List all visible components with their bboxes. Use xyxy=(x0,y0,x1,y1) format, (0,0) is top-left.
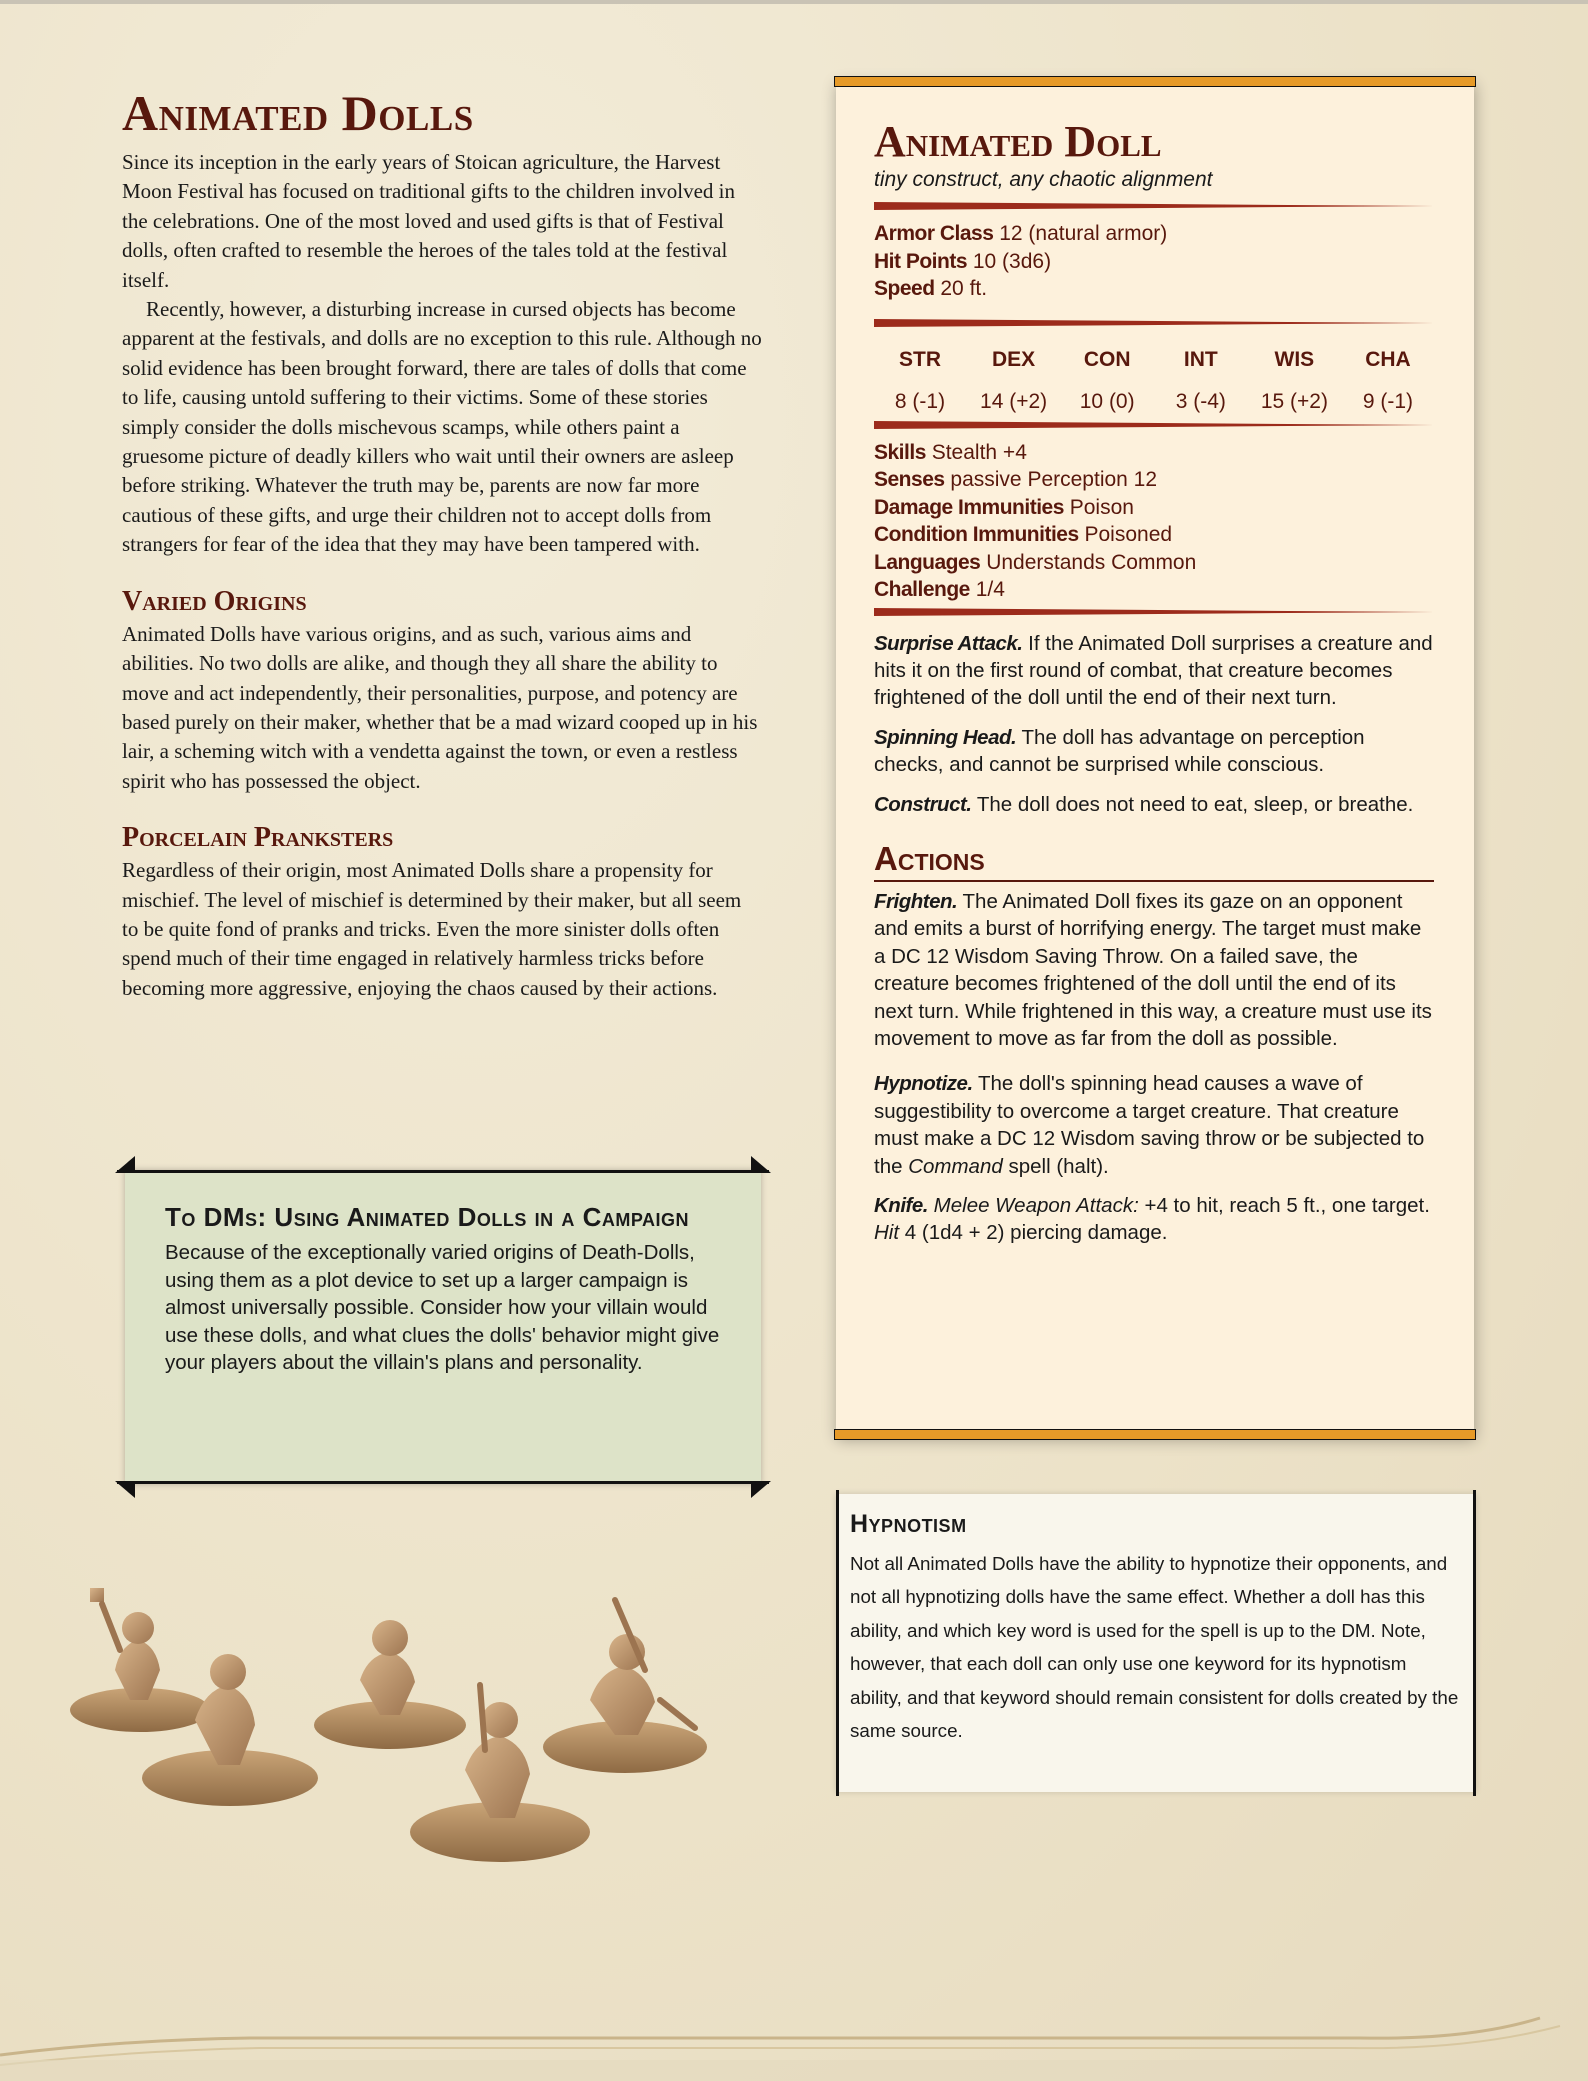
spell-name: Command xyxy=(908,1154,1003,1178)
ability-value: 8 (-1) xyxy=(894,389,946,413)
action-text: +4 to hit, reach 5 ft., one target. xyxy=(1144,1194,1430,1217)
action-name: Hypnotize. xyxy=(874,1072,973,1096)
note-corner-icon xyxy=(749,1480,771,1498)
cond-imm-label: Condition Immunities xyxy=(874,523,1079,546)
note-corner-icon xyxy=(115,1156,137,1174)
trait-text: The doll does not need to eat, sleep, or breathe. xyxy=(976,792,1414,816)
speed-label: Speed xyxy=(874,277,935,300)
ability-scores xyxy=(874,345,1434,417)
ability-name: CON xyxy=(1083,347,1131,371)
trait-text: If the Animated Doll surprises a creature and hits it on the first round of combat, that creature becomes frightened of the doll until the end of their next turn. xyxy=(874,631,1433,710)
action-name: Knife. xyxy=(874,1194,928,1217)
taper-rule xyxy=(874,202,1434,210)
action-knife xyxy=(874,1192,1434,1247)
ability-dex xyxy=(968,345,1060,417)
actions-heading: Actions xyxy=(874,840,1434,882)
page-title: Animated Dolls xyxy=(122,85,474,141)
ability-value: 9 (-1) xyxy=(1362,389,1414,413)
stat-block-top-bar xyxy=(834,76,1476,87)
left-column xyxy=(122,85,762,1003)
note-body: Because of the exceptionally varied origins of Death-Dolls, using them as a plot device to set up a larger campaign is almost universally possible. Consider how your villain would use these dolls, and what clues the dolls' behavior might give your players about the villain's plans and personality. xyxy=(165,1241,720,1375)
note-title: To DMs: Using Animated Dolls in a Campaign xyxy=(165,1202,690,1232)
intro-paragraph-2: Recently, however, a disturbing increase in cursed objects has become apparent at the festivals, and dolls are no exception to this rule. Although no solid evidence has been brought forward, there are tales of dolls that come to life, causing untold suffering to their victims. Some of these stories simply consider the dolls mischevous scamps, while others paint a gruesome picture of deadly killers who wait until their owners are asleep before striking. Whatever the truth may be, parents are now far more cautious of these gifts, and urge their children not to accept dolls from strangers for fear of the idea that they may have been tampered with. xyxy=(122,297,762,557)
languages xyxy=(874,549,1434,577)
stat-block-bottom-bar xyxy=(834,1429,1476,1440)
ability-name: CHA xyxy=(1365,347,1411,371)
ability-wis xyxy=(1248,345,1340,417)
dm-note-box xyxy=(125,1170,761,1484)
note-corner-icon xyxy=(749,1156,771,1174)
varied-origins-heading: Varied Origins xyxy=(122,585,307,617)
ac-label: Armor Class xyxy=(874,222,994,245)
trait-text: The doll has advantage on perception checks, and cannot be surprised while conscious. xyxy=(874,725,1365,777)
action-text: The Animated Doll fixes its gaze on an opponent and emits a burst of horrifying energy. The target must make a DC 12 Wisdom Saving Throw. On a failed save, the creature becomes frightened of the doll until the end of its next turn. While frightened in this way, a creature must use its movement to move as far from the doll as possible. xyxy=(874,889,1432,1050)
monster-name: Animated Doll xyxy=(874,117,1162,166)
lang-value: Understands Common xyxy=(986,550,1197,574)
speed-value: 20 ft. xyxy=(940,277,988,300)
ability-name: INT xyxy=(1183,347,1218,371)
ability-con xyxy=(1061,345,1153,417)
action-hypnotize xyxy=(874,1070,1434,1180)
varied-origins-paragraph: Animated Dolls have various origins, and as such, various aims and abilities. No two dolls are alike, and though they all share the ability to move and act independently, their personalities, purpose, and potency are based purely on their maker, whether that be a mad wizard cooped up in his lair, a scheming witch with a vendetta against the town, or even a restless spirit who has possessed the object. xyxy=(122,621,758,793)
taper-rule xyxy=(874,319,1434,327)
cr-value: 1/4 xyxy=(975,578,1005,601)
skills xyxy=(874,439,1434,467)
senses-value: passive Perception 12 xyxy=(950,468,1158,491)
action-text: spell (halt). xyxy=(1008,1154,1109,1178)
armor-class xyxy=(874,220,1434,248)
trait-spinning-head xyxy=(874,724,1434,779)
senses xyxy=(874,466,1434,494)
taper-rule xyxy=(874,608,1434,616)
ability-int xyxy=(1155,345,1247,417)
hit-label: Hit xyxy=(874,1221,900,1245)
attack-type: Melee Weapon Attack: xyxy=(933,1194,1139,1217)
hypnotism-body: Not all Animated Dolls have the ability to hypnotize their opponents, and not all hypnotizing dolls have the same effect. Whether a doll has this ability, and which key word is used for the spell is up to the DM. Note, however, that each doll can only use one keyword for its hypnotism ability, and that keyword should remain consistent for dolls created by the same source. xyxy=(850,1553,1459,1742)
dmg-imm-value: Poison xyxy=(1069,495,1134,519)
dmg-imm-label: Damage Immunities xyxy=(874,495,1064,519)
ability-value: 15 (+2) xyxy=(1260,389,1328,413)
trait-name: Construct. xyxy=(874,792,972,816)
action-text: The doll's spinning head causes a wave of suggestibility to overcome a target creature. That creature must make a DC 12 Wisdom saving throw or be subjected to the xyxy=(874,1072,1425,1178)
porcelain-pranksters-paragraph: Regardless of their origin, most Animated Dolls share a propensity for mischief. The level of mischief is determined by their maker, but all seem to be quite fond of pranks and tricks. Even the more sinister dolls often spend much of their time engaged in relatively harmless tricks before becoming more aggressive, enjoying the chaos caused by their actions. xyxy=(122,858,742,1000)
damage-immunities xyxy=(874,494,1434,522)
senses-label: Senses xyxy=(874,468,945,491)
doll-miniatures-illustration xyxy=(60,1560,740,1870)
hypnotism-border-right xyxy=(1473,1490,1476,1796)
lang-label: Languages xyxy=(874,550,981,574)
note-border-top xyxy=(117,1170,769,1173)
cr-label: Challenge xyxy=(874,578,970,601)
stat-block xyxy=(836,80,1474,1436)
hp-value: 10 (3d6) xyxy=(972,249,1052,273)
hypnotism-title: Hypnotism xyxy=(850,1510,967,1538)
ability-name: WIS xyxy=(1274,347,1315,371)
hp-label: Hit Points xyxy=(874,249,967,273)
skills-value: Stealth +4 xyxy=(931,440,1027,464)
ability-cha xyxy=(1342,345,1434,417)
action-name: Frighten. xyxy=(874,889,958,913)
ability-value: 10 (0) xyxy=(1079,389,1135,413)
action-text: 4 (1d4 + 2) piercing damage. xyxy=(904,1221,1168,1245)
cond-imm-value: Poisoned xyxy=(1084,523,1173,546)
ability-value: 14 (+2) xyxy=(980,389,1048,413)
monster-type: tiny construct, any chaotic alignment xyxy=(874,168,1213,191)
trait-surprise-attack xyxy=(874,630,1434,712)
ac-value: 12 (natural armor) xyxy=(999,222,1168,245)
trait-name: Surprise Attack. xyxy=(874,631,1023,655)
note-content xyxy=(165,1202,725,1377)
hit-points xyxy=(874,248,1434,276)
footer-flourish xyxy=(0,2010,1588,2081)
stat-block-content xyxy=(874,117,1434,1259)
hypnotism-box xyxy=(836,1494,1476,1792)
note-corner-icon xyxy=(115,1480,137,1498)
ability-value: 3 (-4) xyxy=(1175,389,1226,413)
speed xyxy=(874,275,1434,303)
action-frighten xyxy=(874,888,1434,1052)
trait-construct xyxy=(874,791,1434,818)
challenge xyxy=(874,576,1434,604)
top-edge xyxy=(0,0,1588,4)
condition-immunities xyxy=(874,521,1434,549)
trait-name: Spinning Head. xyxy=(874,725,1017,749)
intro-paragraph-1: Since its inception in the early years of Stoican agriculture, the Harvest Moon Festival has focused on traditional gifts to the children involved in the celebrations. One of the most loved and used gifts is that of Festival dolls, often crafted to resemble the heroes of the tales told at the festival itself. xyxy=(122,150,735,292)
ability-name: STR xyxy=(899,347,941,371)
note-border-bottom xyxy=(117,1481,769,1484)
hypnotism-border-left xyxy=(836,1490,839,1796)
hypnotism-content xyxy=(850,1510,1462,1747)
porcelain-pranksters-heading: Porcelain Pranksters xyxy=(122,822,394,854)
ability-name: DEX xyxy=(992,347,1036,371)
taper-rule xyxy=(874,421,1434,429)
ability-str xyxy=(874,345,966,417)
skills-label: Skills xyxy=(874,440,926,464)
